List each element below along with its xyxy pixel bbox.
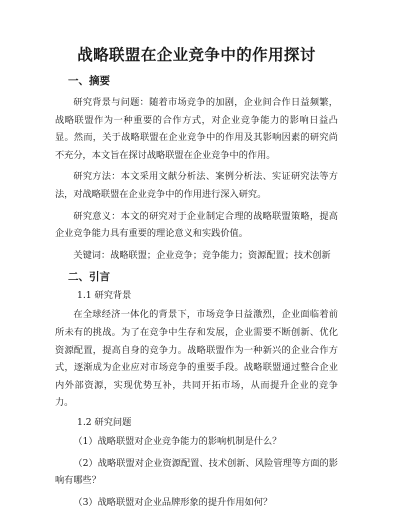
question-item: （2）战略联盟对企业资源配置、技术创新、风险管理等方面的影响有哪些？ <box>55 457 338 487</box>
document-title: 战略联盟在企业竞争中的作用探讨 <box>77 45 316 64</box>
abstract-method-paragraph: 研究方法：本文采用文献分析法、案例分析法、实证研究法等方法，对战略联盟在企业竞争中的作用进行深入研究。 <box>55 171 338 200</box>
abstract-background-paragraph: 研究背景与问题：随着市场竞争的加剧，企业间合作日益频繁，战略联盟作为一种重要的合作方式，对企业竞争能力的影响日益凸显。然而，关于战略联盟在企业竞争中的作用及其影响因素的研究尚不充分，本文旨在探讨战略联盟在企业竞争中的作用。 <box>55 97 338 161</box>
introduction-heading: 二、引言 <box>68 271 110 284</box>
question-item: （3）战略联盟对企业品牌形象的提升作用如何？ <box>73 496 273 508</box>
questions-subheading: 1.2 研究问题 <box>77 416 132 428</box>
background-paragraph: 在全球经济一体化的背景下，市场竞争日益激烈，企业面临着前所未有的挑战。为了在竞争中生存和发展，企业需要不断创新、优化资源配置，提高自身的竞争力。战略联盟作为一种新兴的企业合作方式，逐渐成为企业应对市场竞争的重要手段。战略联盟通过整合企业内外部资源，实现优势互补，共同开拓市场，从而提升企业的竞争力。 <box>55 309 338 409</box>
question-item: （1）战略联盟对企业竞争能力的影响机制是什么？ <box>73 435 282 447</box>
abstract-keywords: 关键词：战略联盟；企业竞争；竞争能力；资源配置；技术创新 <box>73 249 331 261</box>
abstract-significance-paragraph: 研究意义：本文的研究对于企业制定合理的战略联盟策略，提高企业竞争能力具有重要的理论意义和实践价值。 <box>55 210 338 240</box>
background-subheading: 1.1 研究背景 <box>77 290 132 302</box>
abstract-heading: 一、摘要 <box>68 75 110 87</box>
